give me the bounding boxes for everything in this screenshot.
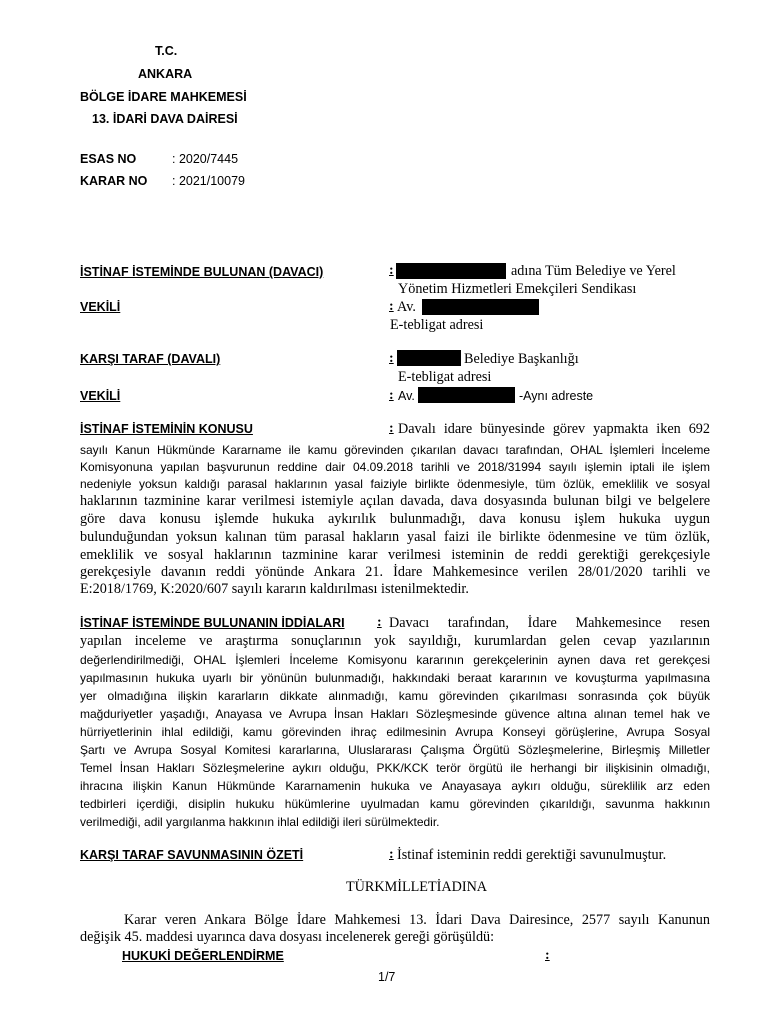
- vekil2-suffix: -Aynı adreste: [519, 389, 594, 403]
- claims-line-1: Davacı tarafından, İdare Mahkemesince resen: [389, 615, 710, 631]
- subject-line-3: Komisyonuna yapılan başvurunun reddine dair 04.09.2018 tarihli ve 2018/31994 sayılı işlemin iptali ile işlem: [80, 460, 710, 474]
- vekil1-prefix: Av.: [397, 299, 416, 315]
- respondent-label: KARŞI TARAF (DAVALI): [80, 352, 221, 366]
- subject-line-5: haklarının tazminine karar verilmesi istemiyle açılan davada, dava dosyasında bulunan bilgi ve belgelere: [80, 493, 710, 509]
- claims-line-6: mağduriyetler yaşadığı, Anayasa ve Avrupa İnsan Hakları Sözleşmesinde güvence altına alınan temel hak ve: [80, 707, 710, 721]
- header-city: ANKARA: [138, 67, 193, 81]
- claims-line-11: tedbirleri içerdiği, disiplin hukuku hükümlerine uyulmadan kamu görevinden çıkarıldığı, savunma hakkının: [80, 797, 710, 811]
- karar-value: : 2021/10079: [172, 174, 245, 188]
- nation-heading: TÜRKMİLLETİADINA: [346, 879, 488, 895]
- redaction-vekil2-name: [418, 387, 515, 403]
- subject-line-7: bulunduğundan yoksun kalınan tüm parasal hakların yasal faizi ile birlikte ödenmesine ve tüm özlük,: [80, 529, 710, 545]
- header-chamber: 13. İDARİ DAVA DAİRESİ: [92, 112, 238, 126]
- appellant-colon: :: [389, 263, 394, 278]
- appellant-line1: adına Tüm Belediye ve Yerel: [511, 263, 676, 279]
- claims-line-8: Şartı ve Avrupa Sosyal Komitesi kararlarına, Uluslararası Çalışma Örgütü Sözleşmelerine, Birleşmiş Milletler: [80, 743, 710, 757]
- header-court: BÖLGE İDARE MAHKEMESİ: [80, 90, 247, 104]
- subject-line-6: göre dava konusu işlemde hukuka aykırılık bulunmadığı, dava konusu işlem hukuka uygun: [80, 511, 710, 527]
- subject-line-4: nedeniyle yoksun kaldığı parasal haklarının yasal faiziyle birlikte ödenmesiyle, tüm özlük, emeklilik ve sosyal: [80, 477, 710, 491]
- respondent-colon: :: [389, 351, 394, 366]
- defense-text: İstinaf isteminin reddi gerektiği savunulmuştur.: [397, 847, 667, 863]
- vekil-label-1: VEKİLİ: [80, 300, 121, 314]
- respondent-line2: E-tebligat adresi: [398, 369, 492, 385]
- esas-value: : 2020/7445: [172, 152, 239, 166]
- esas-label: ESAS NO: [80, 152, 137, 166]
- vekil-label-2: VEKİLİ: [80, 389, 121, 403]
- respondent-line1: Belediye Başkanlığı: [464, 351, 579, 367]
- subject-line-10: E:2018/1769, K:2020/607 sayılı kararın kaldırılması istenilmektedir.: [80, 581, 469, 597]
- subject-label: İSTİNAF İSTEMİNİN KONUSU: [80, 422, 253, 436]
- page-number: 1/7: [378, 970, 396, 984]
- redaction-respondent-name: [397, 350, 461, 366]
- legal-evaluation-colon: :: [545, 948, 550, 963]
- redaction-appellant-name: [396, 263, 506, 279]
- claims-line-3: değerlendirilmediği, OHAL İşlemleri İnceleme Komisyonu kararının gerekçelerinin aynen dava ret gerekçesi: [80, 653, 710, 667]
- claims-line-5: yer olmadığına ilişkin kararların dikkate alınmadığı, kamu görevinden çıkarılması sonrasında çok büyük: [80, 689, 710, 703]
- claims-line-10: ihracına ilişkin Kanun Hükmünde Kararnamenin hukuka ve Anayasaya aykırı olduğu, süreklilik arz eden: [80, 779, 710, 793]
- claims-colon: :: [377, 615, 382, 630]
- defense-label: KARŞI TARAF SAVUNMASININ ÖZETİ: [80, 848, 304, 862]
- vekil1-line2: E-tebligat adresi: [390, 317, 484, 333]
- subject-line-2: sayılı Kanun Hükmünde Kararname ile kamu görevinden çıkarılan davacı tarafından, OHAL İşlemleri İnceleme: [80, 443, 710, 457]
- karar-label: KARAR NO: [80, 174, 148, 188]
- appellant-label: İSTİNAF İSTEMİNDE BULUNAN (DAVACI): [80, 265, 324, 279]
- claims-label: İSTİNAF İSTEMİNDE BULUNANIN İDDİALARI: [80, 616, 345, 630]
- redaction-vekil1-name: [422, 299, 539, 315]
- claims-line-7: hürriyetlerinin ihlal edildiği, kamu görevinden ihraç edilmesinin Avrupa Konseyi görüşlerine, Avrupa Sosyal: [80, 725, 710, 739]
- subject-line-1: Davalı idare bünyesinde görev yapmakta iken 692: [398, 421, 710, 437]
- vekil2-colon: :: [389, 388, 394, 403]
- legal-evaluation-label: HUKUKİ DEĞERLENDİRME: [122, 949, 284, 963]
- claims-line-12: verilmediği, adil yargılanma hakkının ihlal edildiği ileri sürülmektedir.: [80, 815, 440, 829]
- defense-colon: :: [389, 847, 394, 862]
- vekil2-prefix: Av.: [398, 389, 415, 403]
- claims-line-2: yapılan inceleme ve araştırma sonuçlarının yok sayıldığı, kurumlardan gelen cevap yazılarının: [80, 633, 710, 649]
- decision-line-2: değişik 45. maddesi uyarınca dava dosyası incelenerek gereği görüşüldü:: [80, 929, 495, 945]
- vekil1-colon: :: [389, 299, 394, 314]
- subject-line-9: gerekçesiyle davanın reddi yönünde Ankara 21. İdare Mahkemesince verilen 28/01/2020 tarihli ve: [80, 564, 710, 580]
- decision-line-1: Karar veren Ankara Bölge İdare Mahkemesi 13. İdari Dava Dairesince, 2577 sayılı Kanunun: [124, 912, 710, 928]
- subject-line-8: emeklilik ve sosyal haklarının tazminine karar verilmesi isteminin de reddi gerektiği gerekçesiyle: [80, 547, 710, 563]
- appellant-line2: Yönetim Hizmetleri Emekçileri Sendikası: [398, 281, 637, 297]
- header-tc: T.C.: [155, 44, 178, 58]
- subject-colon: :: [389, 421, 394, 436]
- claims-line-9: Temel İnsan Hakları Sözleşmelerine aykırı olduğu, PKK/KCK terör örgütü ile herhangi bir ilişkisinin olmadığı,: [80, 761, 710, 775]
- claims-line-4: yapılmasının hukuka uyarlı bir yönünün bulunmadığı, hakkındaki beraat kararının ve kovuşturma yapılmasına: [80, 671, 710, 685]
